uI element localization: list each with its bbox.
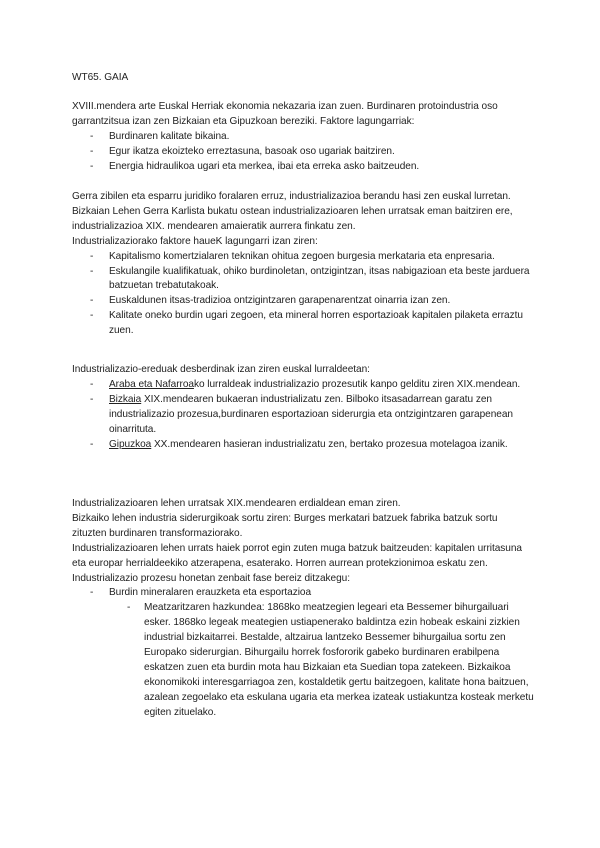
list-item: - Gipuzkoa XX.mendearen hasieran industrializatu zen, bertako prozesua motelagoa izanik. xyxy=(72,438,534,453)
paragraph: Bizkaiko lehen industria siderurgikoak sortu ziren: Burges merkatari batzuek fabrika batzuk sortu zituzten burdinaren transformaziorako. xyxy=(72,512,498,539)
dash-marker: - xyxy=(90,160,94,172)
paragraph: Industrializazio prozesu honetan zenbait fase bereiz ditzakegu: xyxy=(72,572,350,584)
dash-marker: - xyxy=(90,145,94,157)
bullet-list xyxy=(72,586,534,720)
dash-marker: - xyxy=(90,438,94,450)
bullet-list xyxy=(72,378,534,453)
region-term: Gipuzkoa xyxy=(109,438,152,450)
paragraph: Industrializaziorako faktore haueK lagungarri izan ziren: xyxy=(72,235,318,247)
sub-list-item: - Meatzaritzaren hazkundea: 1868ko meatzegien legeari eta Bessemer bihurgailuari esker. 1868ko legeak meategien ustiapenerako baldintza ezin hobeak eskaini zizkien industrial bizkaitarrei. Bestalde, altzairua lantzeko Bessemer bihurgailua sortu zen Europako siderurgian. Bihurgailu horrek fosfororik gabeko burdinaren erabilpena eskatzen zuen eta burdin mota hau Bizkaian eta Suedian topa zatekeen. Bizkaikoa ekonomikoki interesgarriagoa zen, kostaldetik gertu baitzegoen, kalitate hona baitzuen, azalean zegoelako eta eskulana ugaria eta merkea izateak ustiakuntza kosteak merketu egiten zituelako. xyxy=(127,602,534,718)
dash-marker: - xyxy=(127,602,131,614)
paragraph: XVIII.mendera arte Euskal Herriak ekonomia nekazaria izan zuen. Burdinaren protoindustria oso garrantzitsua izan zen Bizkaian eta Gipuzkoan bereziki. Faktore lagungarriak: xyxy=(72,101,498,127)
dash-marker: - xyxy=(90,310,94,322)
section-phases xyxy=(72,497,534,721)
section-factors xyxy=(72,190,534,339)
list-item: - Euskaldunen itsas-tradizioa ontzigintzaren garapenarentzat oinarria izan zen. xyxy=(72,294,534,309)
paragraph: Industrializazioaren lehen urratsak XIX.mendearen erdialdean eman ziren. xyxy=(72,498,401,509)
dash-marker: - xyxy=(90,587,94,599)
dash-marker: - xyxy=(90,250,94,262)
bullet-list xyxy=(72,130,534,175)
region-term: Bizkaia xyxy=(109,393,142,405)
dash-marker: - xyxy=(90,130,94,142)
paragraph: Gerra zibilen eta esparru juridiko foralaren erruz, industrializazioa berandu hasi zen euskal lurretan. Bizkaian Lehen Gerra Karlista bukatu ostean industrializazioaren lehen urratsak eman baitziren ere, industrializazioa XIX. mendearen amaieratik aurrera finkatu zen. xyxy=(72,191,513,232)
paragraph: Industrializazioaren lehen urrats haiek porrot egin zuten muga batzuk baitzeuden: kapitalen urritasuna eta europar herrialdeekiko atzerapena, esaterako. Horren aurrean protekzionimoa eskatu zen. xyxy=(72,542,522,569)
list-item: - Energia hidraulikoa ugari eta merkea, ibai eta erreka asko baitzeuden. xyxy=(72,160,534,175)
list-item: - Eskulangile kualifikatuak, ohiko burdinoletan, ontzigintzan, itsas nabigazioan eta beste jarduera batzuetan trebatutakoak. xyxy=(90,265,530,292)
list-item: - Bizkaia XIX.mendearen bukaeran industrializatu zen. Bilboko itsasadarrean garatu zen industrializazio prozesua,burdinaren esportazioan siderurgia eta ontzigintzaren garapenean oinarrituta. xyxy=(90,393,513,435)
section-models xyxy=(72,363,534,452)
document-title: WT65. GAIA xyxy=(72,72,129,83)
list-item: - Kalitate oneko burdin ugari zegoen, eta mineral horren esportazioak kapitalen pilaketa erraztu zuen. xyxy=(90,310,523,337)
list-item: - Araba eta Nafarroako lurraldeak industrializazio prozesutik kanpo gelditu ziren XIX.mendean. xyxy=(72,378,534,393)
dash-marker: - xyxy=(90,295,94,307)
paragraph: Industrializazio-ereduak desberdinak izan ziren euskal lurraldeetan: xyxy=(72,364,370,375)
dash-marker: - xyxy=(90,393,94,405)
list-item: - Kapitalismo komertzialaren teknikan ohitua zegoen burgesia merkataria eta enpresaria. xyxy=(72,250,534,265)
section-protoindustry xyxy=(72,100,534,175)
dash-marker: - xyxy=(90,265,94,277)
dash-marker: - xyxy=(90,378,94,390)
list-item: - Burdin mineralaren erauzketa eta esportazioa xyxy=(72,586,534,601)
list-item: - Egur ikatza ekoizteko erreztasuna, basoak oso ugariak baitziren. xyxy=(72,145,534,160)
region-term: Araba eta Nafarroa xyxy=(109,378,194,390)
bullet-list xyxy=(72,250,534,339)
list-item: - Burdinaren kalitate bikaina. xyxy=(72,130,534,145)
